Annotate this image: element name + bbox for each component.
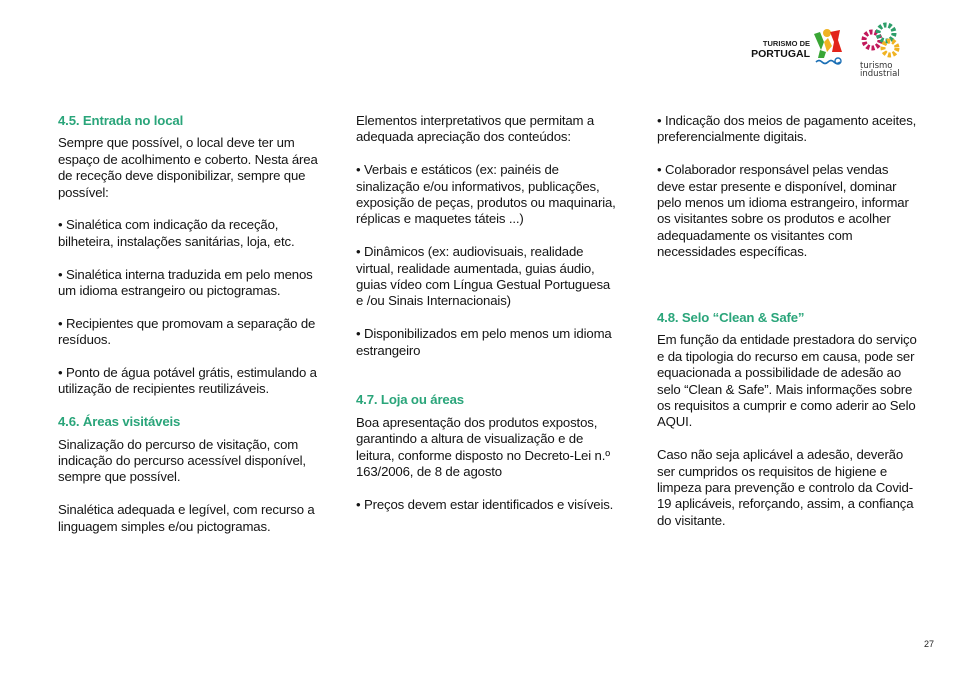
turismo-de-portugal-logo-text: TURISMO DE PORTUGAL — [751, 39, 810, 60]
column-2 — [356, 113, 618, 530]
bullet-item: • Dinâmicos (ex: audiovisuais, realidade virtual, realidade aumentada, guias áudio, guias vídeo com Língua Gestual Portuguesa e /ou Sinais Internacionais) — [356, 244, 611, 309]
bullet-item: • Indicação dos meios de pagamento aceites, preferencialmente digitais. — [657, 113, 917, 145]
header-logos — [748, 22, 908, 84]
page-number: 27 — [924, 639, 935, 649]
paragraph: Caso não seja aplicável a adesão, deverão ser cumpridos os requisitos de higiene e limpeza para prevenção e controlo da Covid-19 aplicáveis, reforçando, assim, a confiança do visitante. — [657, 447, 914, 528]
turismo-industrial-gears-logo-icon — [860, 22, 904, 60]
bullet-item: • Sinalética interna traduzida em pelo menos um idioma estrangeiro ou pictogramas. — [58, 266, 313, 299]
bullet-item: • Colaborador responsável pelas vendas deve estar presente e disponível, dominar pelo menos um idioma estrangeiro, informar os visitantes sobre os produtos e acolher adequadamente os visitantes com necessidades específicas. — [657, 162, 909, 260]
paragraph: Boa apresentação dos produtos expostos, garantindo a altura de visualização e de leitura, conforme disposto no Decreto-Lei n.º 163/2006, de 8 de agosto — [356, 414, 610, 480]
bullet-item: • Ponto de água potável grátis, estimulando a utilização de recipientes reutilizáveis. — [58, 365, 317, 397]
bullet-item: • Sinalética com indicação da receção, bilheteira, instalações sanitárias, loja, etc. — [58, 217, 295, 249]
paragraph: Sempre que possível, o local deve ter um espaço de acolhimento e coberto. Nesta área de receção deve disponibilizar, sempre que possível: — [58, 135, 318, 200]
paragraph: Elementos interpretativos que permitam a adequada apreciação dos conteúdos: — [356, 113, 595, 145]
bullet-item: • Disponibilizados em pelo menos um idioma estrangeiro — [356, 326, 612, 358]
paragraph: Sinalética adequada e legível, com recurso a linguagem simples e/ou pictogramas. — [58, 502, 315, 534]
section-heading-4-6: 4.6. Áreas visitáveis — [58, 414, 181, 430]
column-3 — [657, 113, 917, 546]
column-1 — [58, 113, 320, 551]
turismo-de-portugal-logo-icon — [812, 28, 844, 68]
paragraph: Em função da entidade prestadora do serviço e da tipologia do recurso em causa, pode ser equacionada a possibilidade de adesão ao selo “Clean & Safe”. Mais informações sobre os requisitos a cumprir e como aderir ao Selo AQUI. — [657, 332, 917, 430]
bullet-item: • Preços devem estar identificados e visíveis. — [356, 496, 614, 512]
bullet-item: • Recipientes que promovam a separação de resíduos. — [58, 315, 316, 348]
paragraph: Sinalização do percurso de visitação, com indicação do percurso acessível disponível, sempre que possível. — [58, 436, 306, 485]
turismo-industrial-logo-text: turismo industrial — [860, 61, 900, 79]
bullet-item: • Verbais e estáticos (ex: painéis de sinalização e/ou informativos, publicações, exposição de peças, produtos ou maquinaria, réplicas e maquetes táteis ...) — [356, 162, 616, 227]
section-heading-4-7: 4.7. Loja ou áreas — [356, 392, 464, 408]
section-heading-4-5: 4.5. Entrada no local — [58, 113, 184, 128]
section-heading-4-8: 4.8. Selo “Clean & Safe” — [657, 310, 805, 326]
